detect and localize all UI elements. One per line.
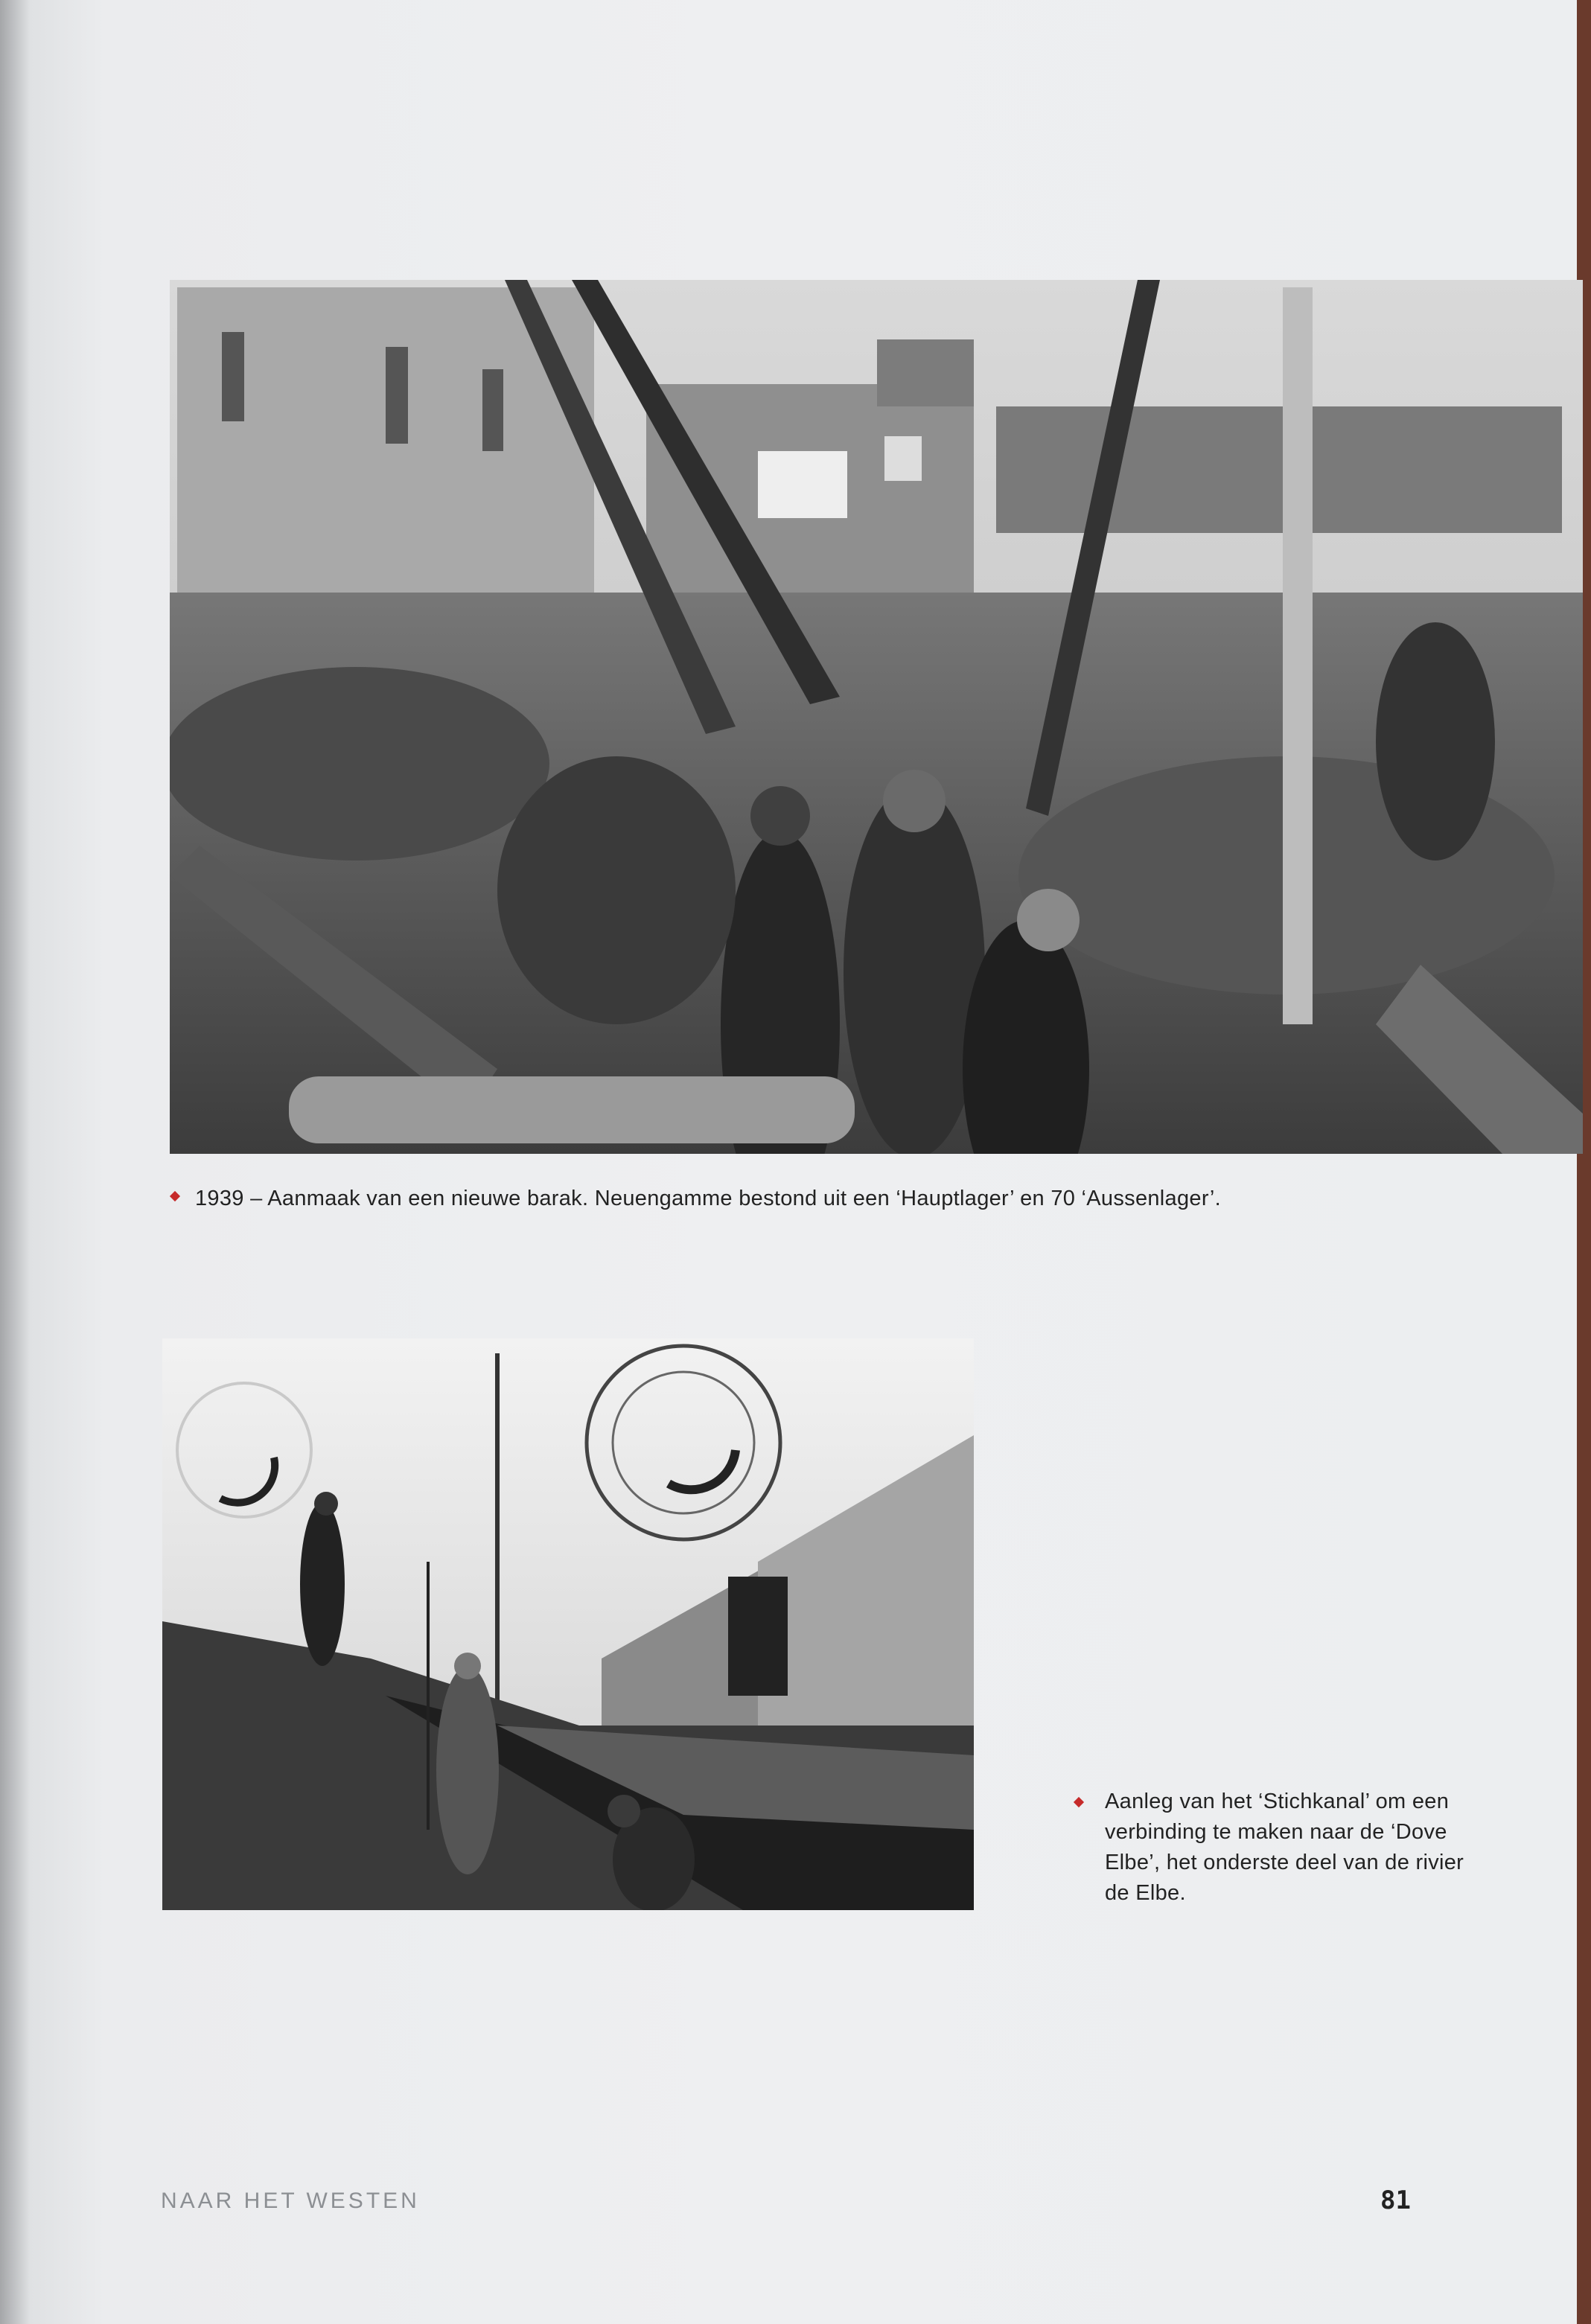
caption-photo-2-text: Aanleg van het ‘Stichkanal’ om een verbinding te maken naar de ‘Dove Elbe’, het onderste deel van de rivier de Elbe. (1105, 1790, 1464, 1905)
photo-barrack-construction (170, 280, 1583, 1154)
caption-photo-2 (1075, 1787, 1492, 1909)
gutter-shadow (0, 0, 30, 2324)
caption-photo-1-text: 1939 – Aanmaak van een nieuwe barak. Neuengamme bestond uit een ‘Hauptlager’ en 70 ‘Aussenlager’. (195, 1187, 1221, 1210)
caption-photo-1 (171, 1184, 1526, 1214)
diamond-bullet-icon (170, 1191, 180, 1201)
diamond-bullet-icon (1074, 1797, 1084, 1807)
photo-canal-digging (162, 1338, 974, 1910)
photo-barrack-construction-image (170, 280, 1583, 1154)
page-number: 81 (1380, 2186, 1411, 2215)
running-footer-section: NAAR HET WESTEN (161, 2189, 420, 2213)
photo-canal-digging-image (162, 1338, 974, 1910)
